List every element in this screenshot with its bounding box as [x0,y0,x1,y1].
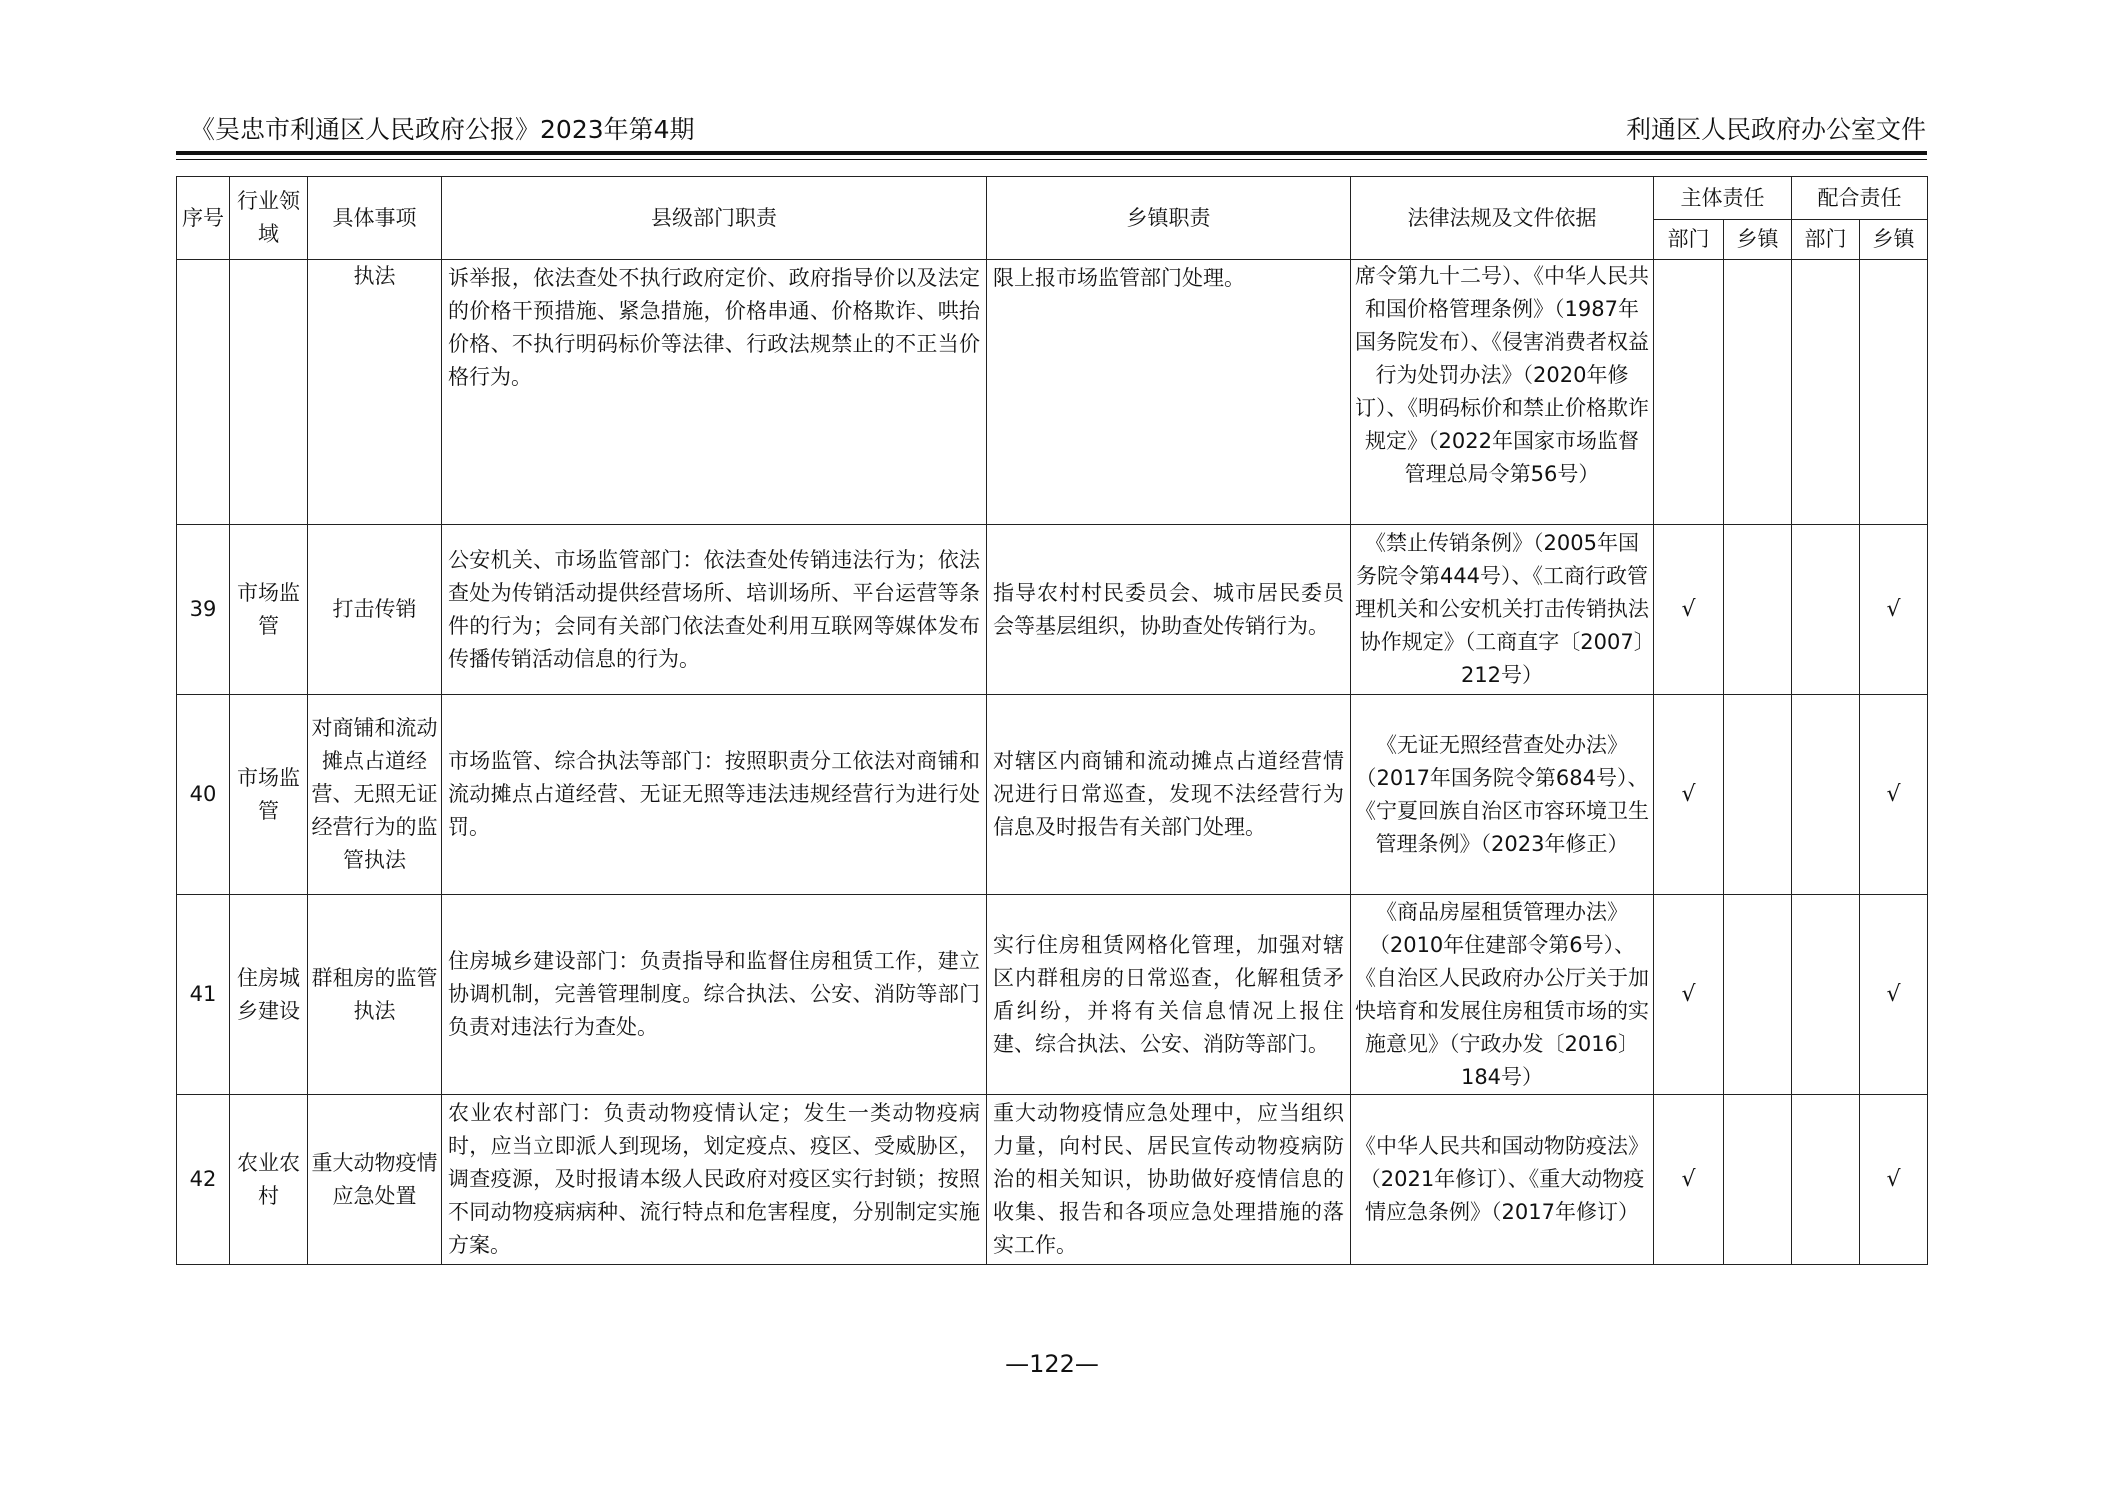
cell-coop-town: √ [1860,525,1928,695]
cell-county-duty: 住房城乡建设部门：负责指导和监督住房租赁工作，建立协调机制，完善管理制度。综合执法、公安、消防等部门负责对违法行为查处。 [442,895,987,1095]
header-rule-thin [176,159,1927,160]
table-row [177,695,1928,895]
header-industry: 行业领域 [230,177,308,260]
cell-industry: 市场监管 [230,695,308,895]
cell-item: 群租房的监管执法 [308,895,442,1095]
cell-main-dept: √ [1654,695,1724,895]
cell-main-town [1724,260,1792,525]
cell-coop-dept [1792,895,1860,1095]
cell-seq: 41 [177,895,230,1095]
cell-main-town [1724,1095,1792,1265]
header-coop-dept: 部门 [1792,220,1860,260]
cell-legal-basis: 《无证无照经营查处办法》（2017年国务院令第684号）、《宁夏回族自治区市容环境卫生管理条例》（2023年修正） [1351,695,1654,895]
cell-town-duty: 对辖区内商铺和流动摊点占道经营情况进行日常巡查，发现不法经营行为信息及时报告有关部门处理。 [987,695,1351,895]
cell-legal-basis: 席令第九十二号）、《中华人民共和国价格管理条例》（1987年国务院发布）、《侵害消费者权益行为处罚办法》（2020年修订）、《明码标价和禁止价格欺诈规定》（2022年国家市场监督管理总局令第56号） [1351,260,1654,525]
cell-main-town [1724,695,1792,895]
bulletin-title: 《吴忠市利通区人民政府公报》2023年第4期 [190,115,695,144]
cell-industry: 农业农村 [230,1095,308,1265]
cell-town-duty: 实行住房租赁网格化管理，加强对辖区内群租房的日常巡查，化解租赁矛盾纠纷，并将有关信息情况上报住建、综合执法、公安、消防等部门。 [987,895,1351,1095]
cell-coop-dept [1792,525,1860,695]
header-rule-thick [176,151,1927,155]
cell-main-town [1724,895,1792,1095]
header-main-responsibility: 主体责任 [1654,177,1792,220]
table-row [177,260,1928,525]
cell-item: 重大动物疫情应急处置 [308,1095,442,1265]
header-main-dept: 部门 [1654,220,1724,260]
cell-coop-dept [1792,695,1860,895]
cell-town-duty: 重大动物疫情应急处理中，应当组织力量，向村民、居民宣传动物疫病防治的相关知识，协助做好疫情信息的收集、报告和各项应急处理措施的落实工作。 [987,1095,1351,1265]
cell-coop-town: √ [1860,1095,1928,1265]
cell-town-duty: 限上报市场监管部门处理。 [987,260,1351,525]
cell-county-duty: 市场监管、综合执法等部门：按照职责分工依法对商铺和流动摊点占道经营、无证无照等违法违规经营行为进行处罚。 [442,695,987,895]
cell-seq: 42 [177,1095,230,1265]
header-county-duty: 县级部门职责 [442,177,987,260]
cell-legal-basis: 《禁止传销条例》（2005年国务院令第444号）、《工商行政管理机关和公安机关打击传销执法协作规定》（工商直字〔2007〕212号） [1351,525,1654,695]
header-coop-town: 乡镇 [1860,220,1928,260]
cell-main-dept: √ [1654,895,1724,1095]
cell-county-duty: 农业农村部门：负责动物疫情认定；发生一类动物疫病时，应当立即派人到现场，划定疫点、疫区、受威胁区，调查疫源，及时报请本级人民政府对疫区实行封锁；按照不同动物疫病病种、流行特点和危害程度，分别制定实施方案。 [442,1095,987,1265]
cell-main-dept [1654,260,1724,525]
cell-industry: 住房城乡建设 [230,895,308,1095]
cell-coop-town: √ [1860,695,1928,895]
table-row [177,525,1928,695]
header-legal-basis: 法律法规及文件依据 [1351,177,1654,260]
cell-town-duty: 指导农村村民委员会、城市居民委员会等基层组织，协助查处传销行为。 [987,525,1351,695]
header-seq: 序号 [177,177,230,260]
table-row [177,1095,1928,1265]
office-file-label: 利通区人民政府办公室文件 [1625,115,1926,144]
cell-main-dept: √ [1654,1095,1724,1265]
cell-seq: 40 [177,695,230,895]
cell-coop-town: √ [1860,895,1928,1095]
cell-item: 打击传销 [308,525,442,695]
responsibility-table [176,176,1928,1265]
header-town-duty: 乡镇职责 [987,177,1351,260]
table-row [177,895,1928,1095]
header-coop-responsibility: 配合责任 [1792,177,1928,220]
cell-coop-dept [1792,1095,1860,1265]
header-main-town: 乡镇 [1724,220,1792,260]
cell-legal-basis: 《商品房屋租赁管理办法》（2010年住建部令第6号）、《自治区人民政府办公厅关于加快培育和发展住房租赁市场的实施意见》（宁政办发〔2016〕184号） [1351,895,1654,1095]
header-item: 具体事项 [308,177,442,260]
cell-seq: 39 [177,525,230,695]
cell-industry [230,260,308,525]
cell-main-dept: √ [1654,525,1724,695]
cell-item: 执法 [308,260,442,525]
cell-main-town [1724,525,1792,695]
cell-industry: 市场监管 [230,525,308,695]
cell-seq [177,260,230,525]
cell-coop-dept [1792,260,1860,525]
cell-county-duty: 公安机关、市场监管部门：依法查处传销违法行为；依法查处为传销活动提供经营场所、培训场所、平台运营等条件的行为；会同有关部门依法查处利用互联网等媒体发布传播传销活动信息的行为。 [442,525,987,695]
cell-legal-basis: 《中华人民共和国动物防疫法》（2021年修订）、《重大动物疫情应急条例》（2017年修订） [1351,1095,1654,1265]
cell-item: 对商铺和流动摊点占道经营、无照无证经营行为的监管执法 [308,695,442,895]
page-number: —122— [1005,1350,1099,1378]
cell-county-duty: 诉举报，依法查处不执行政府定价、政府指导价以及法定的价格干预措施、紧急措施，价格串通、价格欺诈、哄抬价格、不执行明码标价等法律、行政法规禁止的不正当价格行为。 [442,260,987,525]
cell-coop-town [1860,260,1928,525]
